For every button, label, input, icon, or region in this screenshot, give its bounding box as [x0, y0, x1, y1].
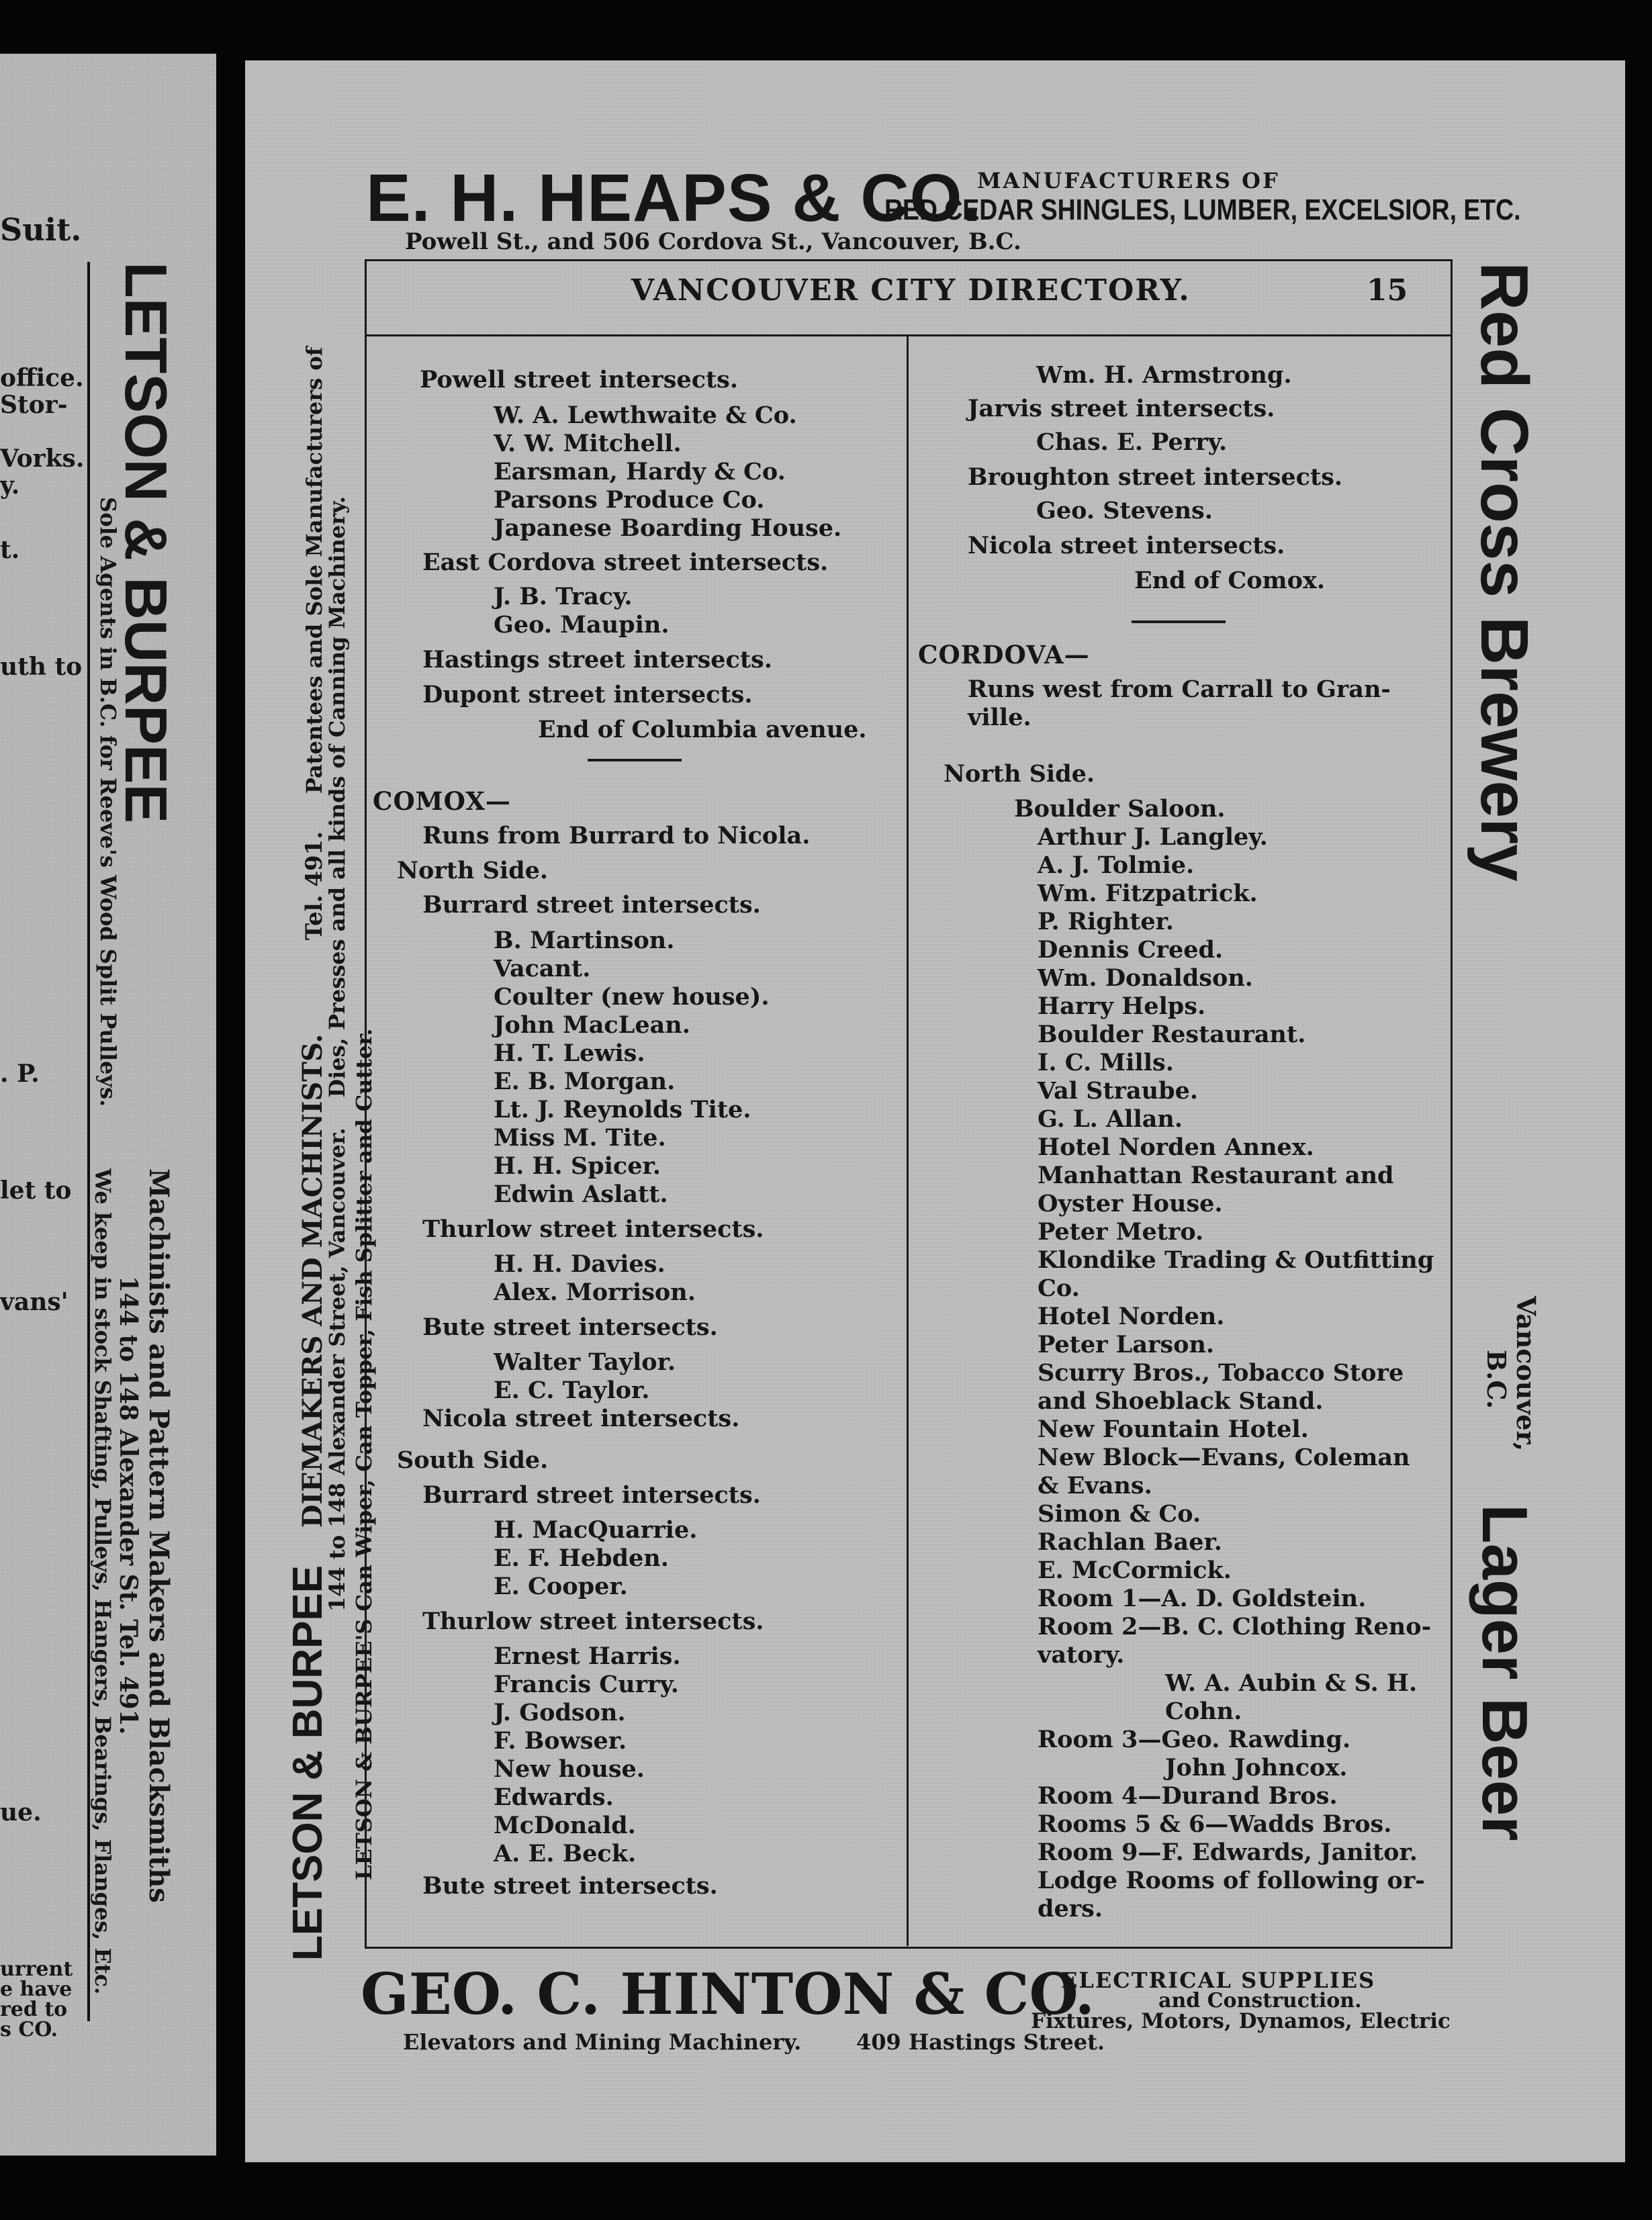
directory-entry: End of Comox. [1134, 567, 1325, 594]
footer-address: 409 Hastings Street. [856, 2029, 1105, 2055]
directory-entry: Simon & Co. [1038, 1500, 1201, 1528]
directory-entry: Lodge Rooms of following or- [1038, 1867, 1425, 1894]
header-products: RED CEDAR SHINGLES, LUMBER, EXCELSIOR, ETC. [884, 193, 1521, 226]
directory-entry: Bute street intersects. [422, 1313, 718, 1341]
directory-entry: Wm. Fitzpatrick. [1038, 880, 1258, 907]
directory-entry: B. Martinson. [494, 927, 675, 954]
directory-entry: Peter Metro. [1038, 1218, 1204, 1246]
right-margin-ad-province: B.C. [1481, 1350, 1512, 1409]
directory-entry: Co. [1038, 1275, 1080, 1302]
left-page-ad-line: Sole Agents in B.C. for Reeve's Wood Split Pulleys. [95, 497, 121, 1107]
left-fragment: urrent [0, 1957, 73, 1981]
footer-elevators: Elevators and Mining Machinery. [403, 2029, 802, 2055]
left-margin-ad-address: 144 to 148 Alexander Street, Vancouver. [324, 1127, 350, 1612]
left-margin-ad-line3: LETSON & BURPEE'S Can Wiper, Can Topper, Fish Splitter and Cutter. [351, 1028, 377, 1880]
directory-entry: and Shoeblack Stand. [1038, 1387, 1324, 1415]
directory-entry: W. A. Aubin & S. H. [1165, 1669, 1418, 1697]
directory-entry: Boulder Restaurant. [1038, 1021, 1306, 1048]
directory-entry: Peter Larson. [1038, 1331, 1215, 1358]
left-page-ad-title: LETSON & BURPEE [113, 262, 179, 824]
directory-entry: Hotel Norden Annex. [1038, 1134, 1314, 1161]
left-margin-ad-trade: DIEMAKERS AND MACHINISTS. [297, 1033, 328, 1528]
directory-entry: J. Godson. [494, 1699, 626, 1726]
left-fragment: red to [0, 1998, 68, 2021]
directory-entry: Burrard street intersects. [422, 891, 761, 919]
directory-entry: East Cordova street intersects. [422, 549, 829, 576]
directory-entry: John MacLean. [494, 1011, 690, 1039]
directory-entry: P. Righter. [1038, 908, 1175, 935]
directory-page [245, 60, 1625, 2162]
left-margin-ad-dies: Dies, Presses and all kinds of Canning Machinery. [324, 496, 350, 1098]
directory-entry: Dupont street intersects. [422, 681, 753, 708]
left-margin-ad-tel: Tel. 491. [301, 831, 328, 941]
directory-entry: Runs from Burrard to Nicola. [422, 822, 811, 849]
footer-construction: and Construction. [1158, 1989, 1362, 2013]
right-margin-ad-city: Vancouver, [1511, 1296, 1541, 1452]
directory-entry: H. T. Lewis. [494, 1039, 645, 1067]
directory-entry: Burrard street intersects. [422, 1481, 761, 1509]
directory-entry: Manhattan Restaurant and [1038, 1162, 1394, 1189]
directory-entry: Edwards. [494, 1784, 614, 1811]
directory-entry: Klondike Trading & Outfitting [1038, 1246, 1434, 1274]
directory-entry: ders. [1038, 1895, 1103, 1923]
right-margin-ad-brewery: Red Cross Brewery [1467, 262, 1542, 882]
left-fragment: office. [0, 364, 84, 392]
directory-entry: Alex. Morrison. [494, 1279, 696, 1306]
left-fragment: y. [0, 471, 20, 500]
directory-entry: Wm. H. Armstrong. [1036, 361, 1292, 389]
section-rule [1132, 620, 1226, 623]
left-fragment: s CO. [0, 2018, 58, 2041]
directory-entry: Boulder Saloon. [1014, 795, 1226, 823]
street-heading: CORDOVA— [918, 640, 1090, 669]
directory-entry: McDonald. [494, 1812, 636, 1839]
directory-entry: Runs west from Carrall to Gran- [968, 676, 1391, 703]
directory-entry: Hastings street intersects. [422, 646, 772, 674]
left-fragment: . P. [0, 1060, 40, 1088]
directory-entry: Powell street intersects. [420, 366, 739, 394]
directory-entry: V. W. Mitchell. [494, 430, 682, 457]
directory-entry: New Fountain Hotel. [1038, 1416, 1309, 1443]
directory-entry: Hotel Norden. [1038, 1303, 1225, 1330]
directory-entry: Thurlow street intersects. [422, 1608, 764, 1635]
left-fragment: let to [0, 1176, 72, 1205]
directory-entry: ville. [968, 704, 1031, 731]
directory-entry: Room 2—B. C. Clothing Reno- [1038, 1613, 1432, 1640]
directory-entry: Harry Helps. [1038, 992, 1206, 1020]
directory-entry: Walter Taylor. [494, 1348, 676, 1376]
left-margin-ad-line2 [324, 496, 350, 1612]
left-margin-ad-patentees: Patentees and Sole Manufacturers of [302, 346, 327, 794]
directory-entry: G. L. Allan. [1038, 1105, 1183, 1133]
page-number: 15 [1367, 273, 1408, 308]
footer-fixtures: Fixtures, Motors, Dynamos, Electric [1031, 2009, 1451, 2033]
directory-entry: H. H. Spicer. [494, 1152, 661, 1180]
directory-entry: John Johncox. [1165, 1754, 1348, 1782]
left-page-ad-line: 144 to 148 Alexander St. Tel. 491. [114, 1276, 142, 1735]
directory-entry: Scurry Bros., Tobacco Store [1038, 1359, 1404, 1387]
directory-entry: & Evans. [1038, 1472, 1152, 1499]
section-rule [588, 759, 682, 761]
directory-entry: E. B. Morgan. [494, 1068, 676, 1095]
directory-entry: vatory. [1038, 1641, 1125, 1669]
directory-entry: South Side. [397, 1446, 549, 1474]
directory-entry: Rachlan Baer. [1038, 1528, 1222, 1556]
column-divider [907, 336, 909, 1946]
directory-entry: Dennis Creed. [1038, 936, 1224, 964]
left-fragment: Suit. [0, 212, 82, 248]
directory-entry: F. Bowser. [494, 1727, 627, 1755]
directory-entry: North Side. [944, 760, 1095, 788]
directory-entry: Val Straube. [1038, 1077, 1199, 1105]
directory-entry: Room 4—Durand Bros. [1038, 1782, 1338, 1810]
directory-entry: J. B. Tracy. [494, 583, 633, 610]
directory-entry: Earsman, Hardy & Co. [494, 458, 786, 485]
directory-entry: A. J. Tolmie. [1038, 851, 1195, 879]
directory-entry: Nicola street intersects. [968, 532, 1285, 559]
directory-entry: Japanese Boarding House. [494, 514, 842, 542]
directory-entry: A. E. Beck. [494, 1840, 637, 1867]
directory-entry: Oyster House. [1038, 1190, 1223, 1217]
left-fragment: uth to [0, 653, 83, 681]
left-fragment: Stor- [0, 391, 68, 419]
footer-company: GEO. C. HINTON & CO. [361, 1961, 1095, 2027]
directory-entry: E. Cooper. [494, 1573, 628, 1600]
directory-entry: Room 3—Geo. Rawding. [1038, 1726, 1351, 1753]
directory-entry: Edwin Aslatt. [494, 1181, 668, 1208]
directory-entry: Vacant. [494, 955, 591, 982]
directory-entry: Parsons Produce Co. [494, 486, 765, 514]
right-margin-ad-lager: Lager Beer [1469, 1504, 1541, 1841]
left-page-ad-line: We keep in stock Shafting, Pulleys, Hangers, Bearings, Flanges, Etc. [90, 1168, 116, 1995]
directory-entry: Coulter (new house). [494, 983, 770, 1011]
directory-entry: Nicola street intersects. [422, 1405, 740, 1432]
directory-entry: Rooms 5 & 6—Wadds Bros. [1038, 1810, 1392, 1838]
directory-entry: H. H. Davies. [494, 1250, 666, 1278]
left-fragment: ue. [0, 1798, 42, 1826]
directory-entry: Cohn. [1165, 1698, 1242, 1725]
page-title: VANCOUVER CITY DIRECTORY. [631, 273, 1191, 308]
directory-entry: E. F. Hebden. [494, 1544, 669, 1572]
directory-entry: North Side. [397, 857, 549, 884]
directory-entry: Room 9—F. Edwards, Janitor. [1038, 1839, 1418, 1866]
street-heading: COMOX— [373, 786, 511, 816]
directory-entry: Miss M. Tite. [494, 1124, 666, 1152]
directory-entry: Geo. Maupin. [494, 611, 670, 639]
left-fragment: t. [0, 536, 20, 564]
directory-entry: I. C. Mills. [1038, 1049, 1174, 1076]
directory-entry: Jarvis street intersects. [968, 395, 1275, 422]
directory-entry: Francis Curry. [494, 1671, 679, 1698]
directory-entry: New house. [494, 1755, 645, 1783]
left-fragment: vans' [0, 1288, 68, 1316]
left-page-ad-line: Machinists and Pattern Makers and Blacksmiths [143, 1168, 175, 1903]
header-company: E. H. HEAPS & CO. [366, 160, 982, 236]
footer-electrical: ELECTRICAL SUPPLIES [1061, 1968, 1376, 1993]
directory-entry: Chas. E. Perry. [1036, 428, 1228, 456]
header-address: Powell St., and 506 Cordova St., Vancouver, B.C. [405, 228, 1021, 255]
directory-entry: E. C. Taylor. [494, 1377, 650, 1404]
header-manufacturers: MANUFACTURERS OF [977, 168, 1280, 193]
directory-entry: End of Columbia avenue. [538, 716, 867, 743]
left-margin-ad-brand: LETSON & BURPEE [285, 1565, 331, 1961]
directory-entry: Lt. J. Reynolds Tite. [494, 1096, 751, 1123]
directory-entry: E. McCormick. [1038, 1557, 1232, 1584]
directory-entry: Broughton street intersects. [968, 463, 1343, 491]
directory-entry: Thurlow street intersects. [422, 1215, 764, 1243]
left-page-fragment [0, 54, 216, 2156]
left-fragment: Vorks. [0, 445, 85, 473]
left-fragment: e have [0, 1978, 73, 2001]
directory-entry: Wm. Donaldson. [1038, 964, 1253, 992]
directory-entry: Arthur J. Langley. [1038, 823, 1268, 851]
directory-entry: Ernest Harris. [494, 1643, 681, 1670]
directory-entry: W. A. Lewthwaite & Co. [494, 402, 797, 429]
directory-entry: H. MacQuarrie. [494, 1516, 698, 1544]
directory-entry: Bute street intersects. [422, 1872, 718, 1900]
directory-entry: Geo. Stevens. [1036, 497, 1213, 524]
directory-entry: New Block—Evans, Coleman [1038, 1444, 1410, 1471]
directory-entry: Room 1—A. D. Goldstein. [1038, 1585, 1367, 1612]
